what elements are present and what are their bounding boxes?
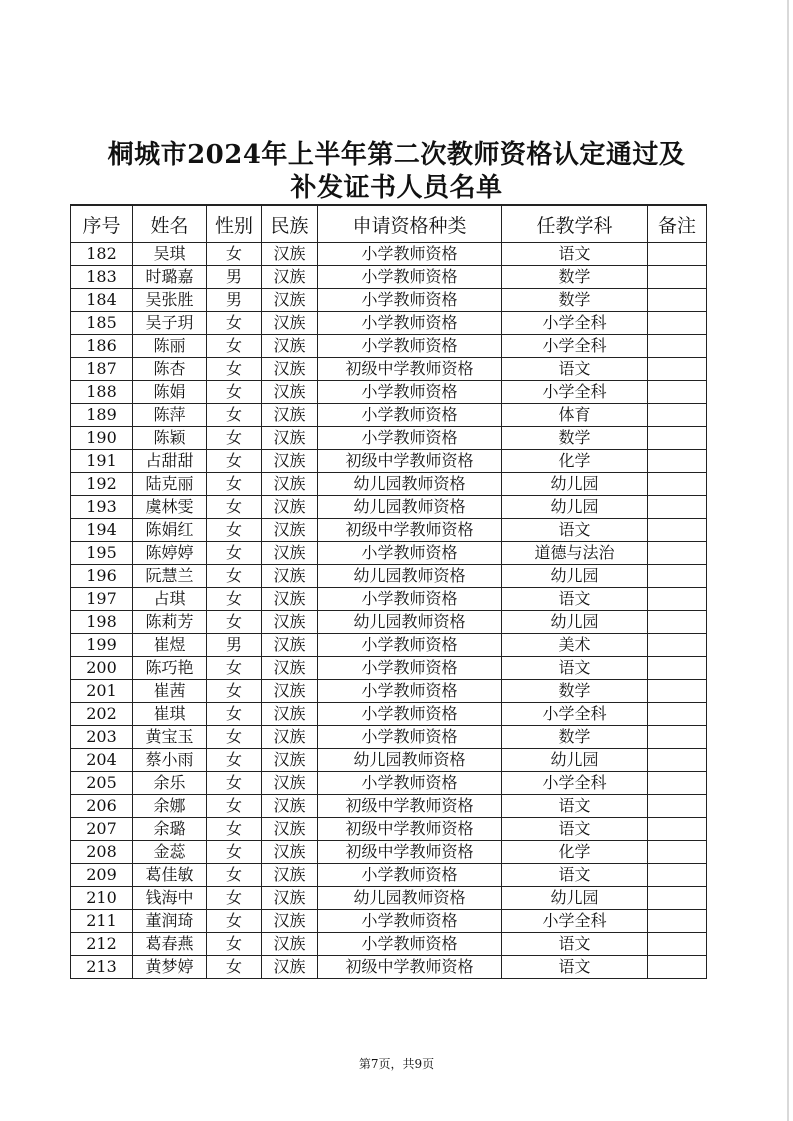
document-title-line-1: 桐城市2024年上半年第二次教师资格认定通过及 xyxy=(107,140,686,170)
cell-name: 占琪 xyxy=(133,588,207,611)
page-footer: 第7页，共9页 xyxy=(358,1057,435,1071)
cell-qualification-type: 小学教师资格 xyxy=(318,266,502,289)
cell-name: 吴张胜 xyxy=(133,289,207,312)
cell-ethnicity: 汉族 xyxy=(262,496,318,519)
cell-ethnicity: 汉族 xyxy=(262,289,318,312)
cell-name: 余璐 xyxy=(133,818,207,841)
table-row xyxy=(71,680,707,703)
cell-qualification-type: 初级中学教师资格 xyxy=(318,841,502,864)
cell-gender: 女 xyxy=(207,887,262,910)
header-index: 序号 xyxy=(71,205,133,243)
cell-ethnicity: 汉族 xyxy=(262,933,318,956)
cell-gender: 女 xyxy=(207,588,262,611)
cell-subject: 语文 xyxy=(502,519,648,542)
cell-index: 187 xyxy=(71,358,133,381)
cell-remarks xyxy=(648,703,707,726)
cell-index: 195 xyxy=(71,542,133,565)
cell-name: 时璐嘉 xyxy=(133,266,207,289)
cell-qualification-type: 小学教师资格 xyxy=(318,657,502,680)
cell-gender: 女 xyxy=(207,956,262,979)
cell-qualification-type: 小学教师资格 xyxy=(318,726,502,749)
cell-name: 崔琪 xyxy=(133,703,207,726)
header-subject: 任教学科 xyxy=(502,205,648,243)
cell-remarks xyxy=(648,841,707,864)
cell-qualification-type: 初级中学教师资格 xyxy=(318,358,502,381)
cell-index: 185 xyxy=(71,312,133,335)
cell-index: 190 xyxy=(71,427,133,450)
cell-gender: 女 xyxy=(207,335,262,358)
cell-index: 206 xyxy=(71,795,133,818)
cell-subject: 幼儿园 xyxy=(502,496,648,519)
cell-name: 钱海中 xyxy=(133,887,207,910)
cell-name: 陈丽 xyxy=(133,335,207,358)
cell-remarks xyxy=(648,864,707,887)
cell-qualification-type: 幼儿园教师资格 xyxy=(318,611,502,634)
cell-subject: 化学 xyxy=(502,450,648,473)
table-row xyxy=(71,565,707,588)
cell-ethnicity: 汉族 xyxy=(262,312,318,335)
cell-subject: 小学全科 xyxy=(502,703,648,726)
cell-ethnicity: 汉族 xyxy=(262,381,318,404)
cell-name: 黄梦婷 xyxy=(133,956,207,979)
cell-qualification-type: 小学教师资格 xyxy=(318,910,502,933)
cell-index: 182 xyxy=(71,243,133,266)
cell-remarks xyxy=(648,496,707,519)
cell-index: 203 xyxy=(71,726,133,749)
cell-ethnicity: 汉族 xyxy=(262,657,318,680)
cell-subject: 小学全科 xyxy=(502,381,648,404)
cell-name: 吴琪 xyxy=(133,243,207,266)
cell-qualification-type: 幼儿园教师资格 xyxy=(318,496,502,519)
cell-index: 199 xyxy=(71,634,133,657)
cell-gender: 女 xyxy=(207,519,262,542)
cell-subject: 小学全科 xyxy=(502,772,648,795)
table-row xyxy=(71,887,707,910)
cell-ethnicity: 汉族 xyxy=(262,611,318,634)
table-row xyxy=(71,335,707,358)
cell-name: 余娜 xyxy=(133,795,207,818)
cell-qualification-type: 小学教师资格 xyxy=(318,289,502,312)
cell-remarks xyxy=(648,335,707,358)
table-row xyxy=(71,933,707,956)
cell-index: 200 xyxy=(71,657,133,680)
cell-ethnicity: 汉族 xyxy=(262,519,318,542)
cell-subject: 美术 xyxy=(502,634,648,657)
cell-gender: 女 xyxy=(207,772,262,795)
cell-subject: 幼儿园 xyxy=(502,611,648,634)
cell-remarks xyxy=(648,381,707,404)
cell-subject: 小学全科 xyxy=(502,335,648,358)
cell-qualification-type: 小学教师资格 xyxy=(318,335,502,358)
cell-gender: 女 xyxy=(207,611,262,634)
cell-name: 陈娟红 xyxy=(133,519,207,542)
cell-gender: 女 xyxy=(207,680,262,703)
cell-qualification-type: 初级中学教师资格 xyxy=(318,956,502,979)
table-row xyxy=(71,243,707,266)
cell-remarks xyxy=(648,910,707,933)
cell-remarks xyxy=(648,312,707,335)
cell-index: 212 xyxy=(71,933,133,956)
header-name: 姓名 xyxy=(133,205,207,243)
cell-qualification-type: 小学教师资格 xyxy=(318,933,502,956)
header-ethnicity: 民族 xyxy=(262,205,318,243)
table-row xyxy=(71,542,707,565)
cell-index: 191 xyxy=(71,450,133,473)
cell-remarks xyxy=(648,726,707,749)
cell-remarks xyxy=(648,887,707,910)
cell-remarks xyxy=(648,933,707,956)
cell-gender: 女 xyxy=(207,450,262,473)
table-row xyxy=(71,726,707,749)
cell-subject: 幼儿园 xyxy=(502,887,648,910)
cell-ethnicity: 汉族 xyxy=(262,565,318,588)
cell-subject: 幼儿园 xyxy=(502,749,648,772)
table-row xyxy=(71,657,707,680)
cell-subject: 语文 xyxy=(502,795,648,818)
cell-index: 198 xyxy=(71,611,133,634)
cell-gender: 女 xyxy=(207,864,262,887)
cell-qualification-type: 小学教师资格 xyxy=(318,680,502,703)
cell-name: 虞林雯 xyxy=(133,496,207,519)
cell-name: 陈莉芳 xyxy=(133,611,207,634)
cell-gender: 女 xyxy=(207,726,262,749)
cell-name: 陈婷婷 xyxy=(133,542,207,565)
table-row xyxy=(71,910,707,933)
cell-name: 陆克丽 xyxy=(133,473,207,496)
cell-subject: 语文 xyxy=(502,818,648,841)
cell-remarks xyxy=(648,749,707,772)
cell-gender: 女 xyxy=(207,381,262,404)
cell-name: 金蕊 xyxy=(133,841,207,864)
cell-qualification-type: 幼儿园教师资格 xyxy=(318,473,502,496)
cell-ethnicity: 汉族 xyxy=(262,358,318,381)
cell-index: 186 xyxy=(71,335,133,358)
cell-remarks xyxy=(648,772,707,795)
cell-remarks xyxy=(648,795,707,818)
roster-body xyxy=(71,243,707,979)
table-row xyxy=(71,266,707,289)
cell-ethnicity: 汉族 xyxy=(262,772,318,795)
cell-index: 209 xyxy=(71,864,133,887)
cell-qualification-type: 小学教师资格 xyxy=(318,542,502,565)
cell-qualification-type: 小学教师资格 xyxy=(318,427,502,450)
header-qualification-type: 申请资格种类 xyxy=(318,205,502,243)
cell-qualification-type: 小学教师资格 xyxy=(318,312,502,335)
cell-qualification-type: 初级中学教师资格 xyxy=(318,818,502,841)
cell-ethnicity: 汉族 xyxy=(262,473,318,496)
table-row xyxy=(71,611,707,634)
cell-ethnicity: 汉族 xyxy=(262,703,318,726)
cell-qualification-type: 初级中学教师资格 xyxy=(318,450,502,473)
cell-remarks xyxy=(648,473,707,496)
cell-name: 吴子玥 xyxy=(133,312,207,335)
cell-index: 197 xyxy=(71,588,133,611)
cell-ethnicity: 汉族 xyxy=(262,680,318,703)
roster-table xyxy=(70,204,707,979)
cell-gender: 男 xyxy=(207,289,262,312)
cell-subject: 语文 xyxy=(502,864,648,887)
cell-gender: 女 xyxy=(207,910,262,933)
cell-gender: 女 xyxy=(207,565,262,588)
cell-gender: 女 xyxy=(207,657,262,680)
cell-subject: 小学全科 xyxy=(502,312,648,335)
cell-ethnicity: 汉族 xyxy=(262,404,318,427)
table-header-row xyxy=(71,205,707,243)
cell-name: 阮慧兰 xyxy=(133,565,207,588)
cell-index: 204 xyxy=(71,749,133,772)
cell-gender: 男 xyxy=(207,634,262,657)
table-row xyxy=(71,312,707,335)
cell-ethnicity: 汉族 xyxy=(262,243,318,266)
cell-subject: 语文 xyxy=(502,956,648,979)
cell-name: 蔡小雨 xyxy=(133,749,207,772)
cell-remarks xyxy=(648,450,707,473)
cell-remarks xyxy=(648,818,707,841)
table-row xyxy=(71,956,707,979)
cell-qualification-type: 小学教师资格 xyxy=(318,588,502,611)
cell-name: 崔煜 xyxy=(133,634,207,657)
cell-ethnicity: 汉族 xyxy=(262,910,318,933)
cell-qualification-type: 幼儿园教师资格 xyxy=(318,887,502,910)
table-row xyxy=(71,496,707,519)
cell-subject: 语文 xyxy=(502,588,648,611)
cell-name: 占甜甜 xyxy=(133,450,207,473)
cell-ethnicity: 汉族 xyxy=(262,841,318,864)
cell-index: 184 xyxy=(71,289,133,312)
cell-ethnicity: 汉族 xyxy=(262,450,318,473)
cell-index: 213 xyxy=(71,956,133,979)
cell-ethnicity: 汉族 xyxy=(262,266,318,289)
table-row xyxy=(71,404,707,427)
cell-remarks xyxy=(648,427,707,450)
cell-ethnicity: 汉族 xyxy=(262,749,318,772)
cell-ethnicity: 汉族 xyxy=(262,726,318,749)
cell-gender: 女 xyxy=(207,404,262,427)
cell-gender: 女 xyxy=(207,496,262,519)
cell-ethnicity: 汉族 xyxy=(262,887,318,910)
cell-index: 202 xyxy=(71,703,133,726)
cell-index: 188 xyxy=(71,381,133,404)
cell-name: 余乐 xyxy=(133,772,207,795)
table-row xyxy=(71,634,707,657)
cell-gender: 女 xyxy=(207,818,262,841)
cell-subject: 小学全科 xyxy=(502,910,648,933)
cell-index: 183 xyxy=(71,266,133,289)
cell-name: 葛佳敏 xyxy=(133,864,207,887)
header-remarks: 备注 xyxy=(648,205,707,243)
cell-index: 207 xyxy=(71,818,133,841)
cell-ethnicity: 汉族 xyxy=(262,956,318,979)
cell-subject: 化学 xyxy=(502,841,648,864)
table-row xyxy=(71,772,707,795)
cell-subject: 语文 xyxy=(502,657,648,680)
document-title-line-2: 补发证书人员名单 xyxy=(290,173,503,203)
cell-subject: 道德与法治 xyxy=(502,542,648,565)
cell-name: 陈颖 xyxy=(133,427,207,450)
table-row xyxy=(71,841,707,864)
cell-index: 192 xyxy=(71,473,133,496)
cell-subject: 数学 xyxy=(502,266,648,289)
cell-subject: 幼儿园 xyxy=(502,473,648,496)
cell-index: 205 xyxy=(71,772,133,795)
header-gender: 性别 xyxy=(207,205,262,243)
cell-gender: 女 xyxy=(207,243,262,266)
cell-qualification-type: 初级中学教师资格 xyxy=(318,795,502,818)
cell-qualification-type: 小学教师资格 xyxy=(318,864,502,887)
cell-index: 208 xyxy=(71,841,133,864)
cell-subject: 语文 xyxy=(502,358,648,381)
cell-remarks xyxy=(648,404,707,427)
cell-ethnicity: 汉族 xyxy=(262,542,318,565)
cell-ethnicity: 汉族 xyxy=(262,818,318,841)
cell-gender: 女 xyxy=(207,473,262,496)
table-row xyxy=(71,450,707,473)
cell-gender: 女 xyxy=(207,933,262,956)
table-row xyxy=(71,427,707,450)
cell-index: 210 xyxy=(71,887,133,910)
table-row xyxy=(71,818,707,841)
cell-ethnicity: 汉族 xyxy=(262,335,318,358)
table-row xyxy=(71,703,707,726)
cell-name: 葛春燕 xyxy=(133,933,207,956)
cell-ethnicity: 汉族 xyxy=(262,588,318,611)
cell-subject: 语文 xyxy=(502,243,648,266)
cell-gender: 女 xyxy=(207,427,262,450)
cell-subject: 数学 xyxy=(502,427,648,450)
cell-remarks xyxy=(648,565,707,588)
cell-qualification-type: 幼儿园教师资格 xyxy=(318,749,502,772)
table-row xyxy=(71,289,707,312)
cell-name: 陈娟 xyxy=(133,381,207,404)
table-row xyxy=(71,381,707,404)
table-row xyxy=(71,519,707,542)
cell-name: 陈萍 xyxy=(133,404,207,427)
cell-name: 黄宝玉 xyxy=(133,726,207,749)
cell-index: 189 xyxy=(71,404,133,427)
cell-gender: 女 xyxy=(207,312,262,335)
cell-subject: 体育 xyxy=(502,404,648,427)
cell-gender: 女 xyxy=(207,841,262,864)
cell-ethnicity: 汉族 xyxy=(262,634,318,657)
cell-remarks xyxy=(648,542,707,565)
cell-ethnicity: 汉族 xyxy=(262,427,318,450)
cell-qualification-type: 小学教师资格 xyxy=(318,243,502,266)
cell-gender: 女 xyxy=(207,795,262,818)
cell-gender: 女 xyxy=(207,358,262,381)
cell-subject: 数学 xyxy=(502,289,648,312)
table-row xyxy=(71,358,707,381)
cell-remarks xyxy=(648,956,707,979)
cell-remarks xyxy=(648,611,707,634)
table-row xyxy=(71,473,707,496)
cell-index: 211 xyxy=(71,910,133,933)
cell-subject: 幼儿园 xyxy=(502,565,648,588)
cell-subject: 语文 xyxy=(502,933,648,956)
cell-qualification-type: 小学教师资格 xyxy=(318,772,502,795)
cell-index: 194 xyxy=(71,519,133,542)
cell-qualification-type: 小学教师资格 xyxy=(318,404,502,427)
cell-remarks xyxy=(648,358,707,381)
cell-name: 陈杏 xyxy=(133,358,207,381)
cell-gender: 女 xyxy=(207,542,262,565)
cell-remarks xyxy=(648,634,707,657)
cell-remarks xyxy=(648,519,707,542)
cell-remarks xyxy=(648,289,707,312)
cell-remarks xyxy=(648,680,707,703)
cell-remarks xyxy=(648,588,707,611)
cell-qualification-type: 小学教师资格 xyxy=(318,703,502,726)
table-row xyxy=(71,749,707,772)
cell-name: 陈巧艳 xyxy=(133,657,207,680)
cell-ethnicity: 汉族 xyxy=(262,864,318,887)
cell-qualification-type: 小学教师资格 xyxy=(318,381,502,404)
cell-gender: 男 xyxy=(207,266,262,289)
cell-gender: 女 xyxy=(207,703,262,726)
cell-qualification-type: 小学教师资格 xyxy=(318,634,502,657)
cell-index: 193 xyxy=(71,496,133,519)
cell-subject: 数学 xyxy=(502,680,648,703)
cell-name: 崔茜 xyxy=(133,680,207,703)
cell-index: 196 xyxy=(71,565,133,588)
cell-qualification-type: 幼儿园教师资格 xyxy=(318,565,502,588)
cell-remarks xyxy=(648,266,707,289)
table-row xyxy=(71,588,707,611)
cell-index: 201 xyxy=(71,680,133,703)
cell-qualification-type: 初级中学教师资格 xyxy=(318,519,502,542)
cell-remarks xyxy=(648,657,707,680)
cell-subject: 数学 xyxy=(502,726,648,749)
table-row xyxy=(71,795,707,818)
cell-gender: 女 xyxy=(207,749,262,772)
table-row xyxy=(71,864,707,887)
cell-ethnicity: 汉族 xyxy=(262,795,318,818)
cell-remarks xyxy=(648,243,707,266)
cell-name: 董润琦 xyxy=(133,910,207,933)
